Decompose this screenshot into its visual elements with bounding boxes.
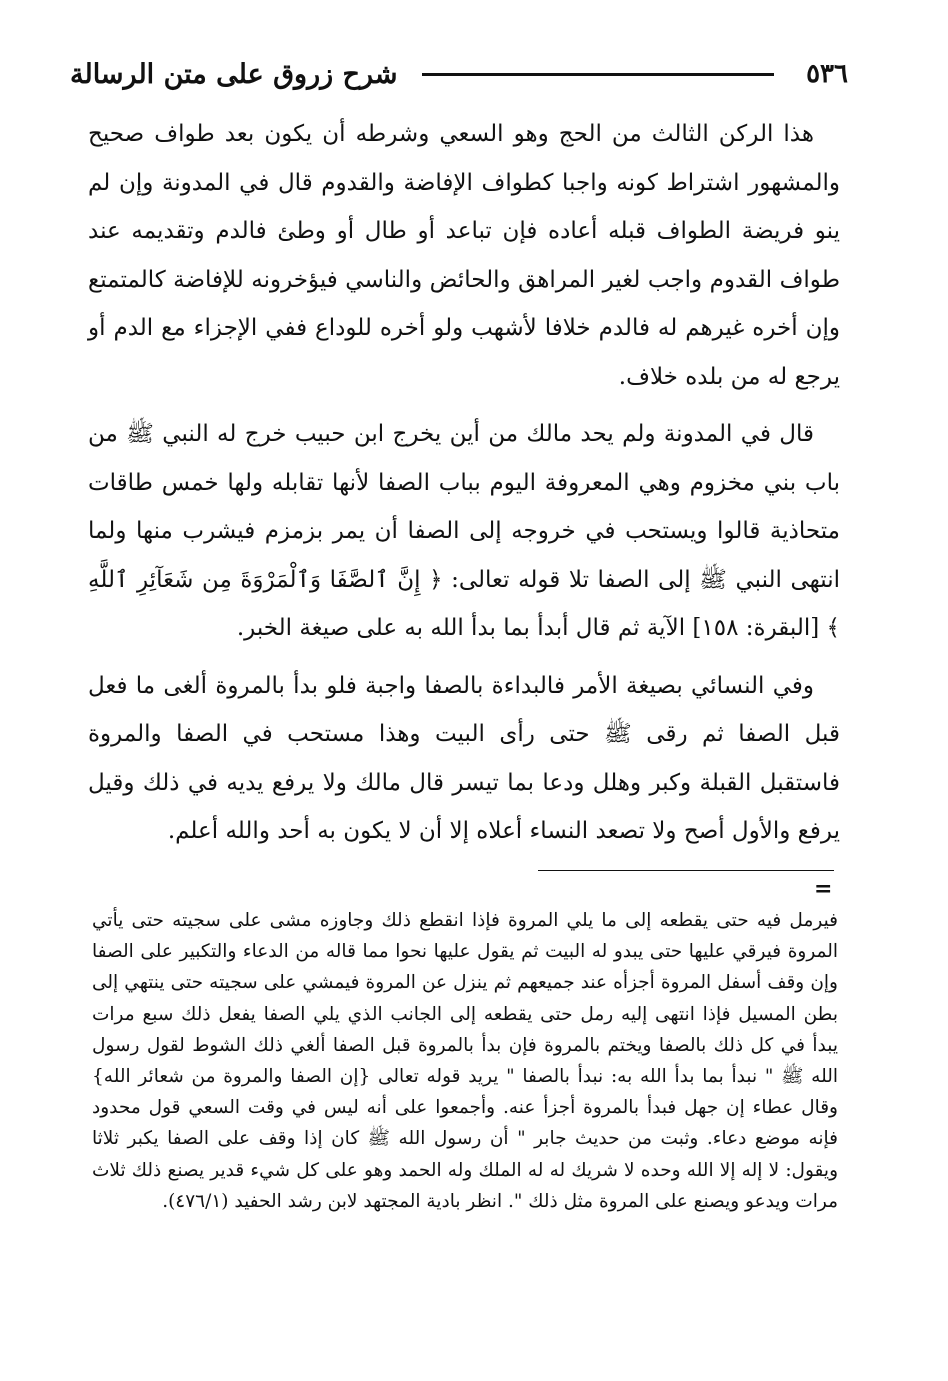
- paragraph: [88, 410, 840, 653]
- quran-reference: [البقرة: ١٥٨]: [692, 615, 820, 641]
- paragraph: هذا الركن الثالث من الحج وهو السعي وشرطه أن يكون بعد طواف صحيح والمشهور اشتراط كونه واجبا كطواف الإفاضة والقدوم قال في المدونة وإن لم ينو فريضة الطواف قبله أعاده فإن تباعد أو طال أو وطئ فالدم وتقديمه عند طواف القدوم واجب لغير المراهق والحائض والناسي فيؤخرونه للإفاضة كالمتمتع وإن أخره غيرهم له فالدم خلافا لأشهب ولو أخره للوداع ففي الإجزاء مع الدم أو يرجع له من بلده خلاف.: [88, 121, 840, 390]
- paragraph-text: الآية ثم قال أبدأ بما بدأ الله به على صيغة الخبر.: [236, 615, 686, 641]
- paragraph-text: قال في المدونة ولم يحد مالك من أين يخرج ابن حبيب خرج له النبي ﷺ من باب بني مخزوم وهي المعروفة اليوم بباب الصفا لأنها تقابله ولها خمس طاقات متحاذية قالوا ويستحب في خروجه إلى الصفا أن يمر بزمزم فيشرب منها ولما انتهى النبي ﷺ إلى الصفا تلا قوله تعالى:: [88, 421, 840, 593]
- page-header: [70, 52, 848, 96]
- footnote-continuation-marker: =: [814, 876, 833, 902]
- running-title: شرح زروق على متن الرسالة: [70, 58, 398, 90]
- footnote-separator: [538, 870, 834, 871]
- page-number: ٥٣٦: [806, 59, 848, 89]
- paragraph: وفي النسائي بصيغة الأمر فالبداءة بالصفا واجبة فلو بدأ بالمروة ألغى ما فعل قبل الصفا ثم رقى ﷺ حتى رأى البيت وهذا مستحب في الصفا والمروة فاستقبل القبلة وكبر وهلل ودعا بما تيسر قال مالك ولا يرفع يديه في ذلك وقيل يرفع والأول أصح ولا تصعد النساء أعلاه إلا أن لا يكون به أحد والله أعلم.: [88, 672, 840, 844]
- quran-quote: ﴿ إِنَّ ٱلصَّفَا وَٱلْمَرْوَةَ مِن شَعَآئِرِ ٱللَّهِ ﴾: [88, 566, 840, 641]
- main-text: [88, 110, 840, 865]
- header-rule: [422, 73, 775, 76]
- footnote: فيرمل فيه حتى يقطعه إلى ما يلي المروة فإذا انقطع ذلك وجاوزه مشى على سجيته حتى يأتي المروة فيرقي عليها حتى يبدو له البيت ثم يقول عليها نحوا مما قاله من الدعاء والتكبير على الصفا وإن وقف أسفل المروة أجزأه عند جميعهم ثم ينزل عن المروة فيمشي على سجيته حتى ينتهي إلى بطن المسيل فإذا انتهى إليه رمل حتى يقطعه إلى الجانب الذي يلي الصفا يفعل ذلك سبع مرات يبدأ في كل ذلك بالصفا ويختم بالمروة فإن بدأ بالمروة قبل الصفا ألغي ذلك الشوط لقول رسول الله ﷺ " نبدأ بما بدأ الله به: نبدأ بالصفا " يريد قوله تعالى {إن الصفا والمروة من شعائر الله} وقال عطاء إن جهل فبدأ بالمروة أجزأ عنه. وأجمعوا على أنه ليس في وقت السعي قول محدود فإنه موضع دعاء. وثبت من حديث جابر " أن رسول الله ﷺ كان إذا وقف على الصفا يكبر ثلاثا ويقول: لا إله إلا الله وحده لا شريك له له الملك وله الحمد وهو على كل شيء قدير يصنع ذلك ثلاث مرات ويدعو ويصنع على المروة مثل ذلك ". انظر بادية المجتهد لابن رشد الحفيد (٤٧٦/١).: [92, 910, 838, 1212]
